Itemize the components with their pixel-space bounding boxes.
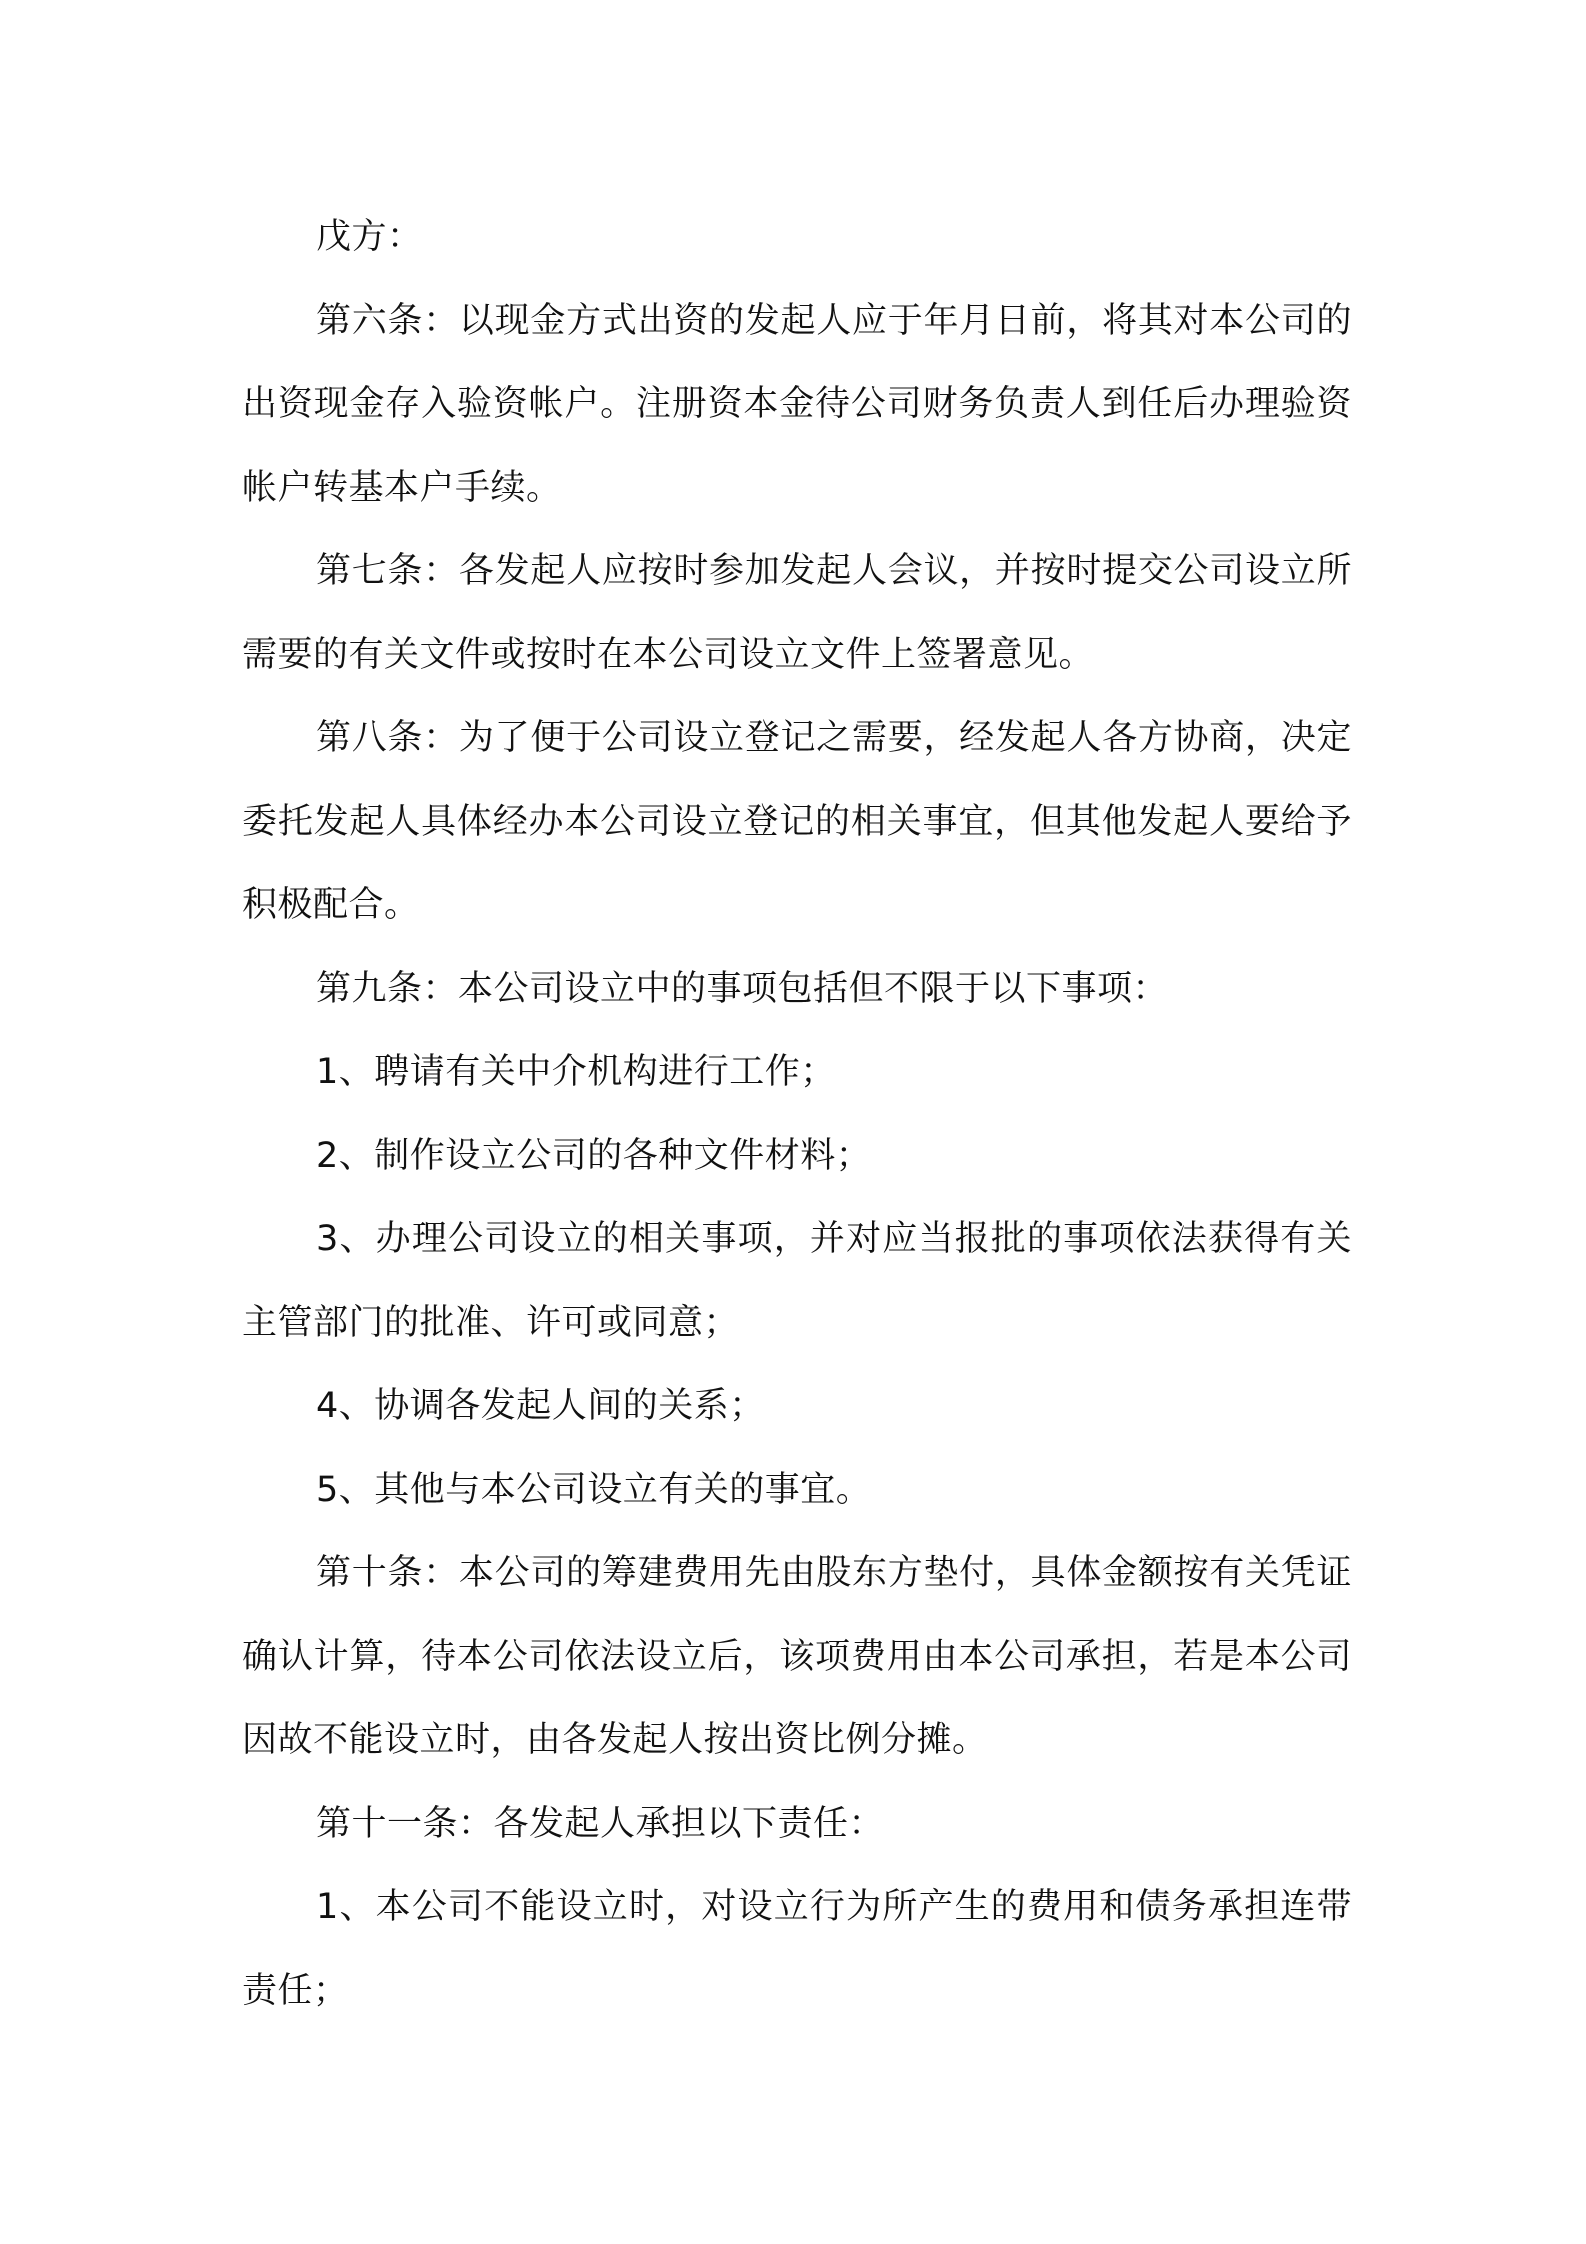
article-9-paragraph: 第九条：本公司设立中的事项包括但不限于以下事项： [316, 968, 1169, 1009]
article-11-item-1: 1、本公司不能设立时，对设立行为所产生的费用和债务承担连带责任； [242, 1887, 1352, 2011]
article-9-item-5: 5、其他与本公司设立有关的事宜。 [316, 1469, 872, 1510]
article-10-paragraph: 第十条：本公司的筹建费用先由股东方垫付，具体金额按有关凭证确认计算，待本公司依法设立后，该项费用由本公司承担，若是本公司因故不能设立时，由各发起人按出资比例分摊。 [242, 1553, 1352, 1760]
article-9-item-1: 1、聘请有关中介机构进行工作； [316, 1052, 836, 1092]
article-9-item-3: 3、办理公司设立的相关事项，并对应当报批的事项依法获得有关主管部门的批准、许可或同意； [242, 1219, 1352, 1343]
article-9-item-4: 4、协调各发起人间的关系； [316, 1386, 765, 1426]
document-page [242, 196, 1352, 2033]
article-7-paragraph: 第七条：各发起人应按时参加发起人会议，并按时提交公司设立所需要的有关文件或按时在本公司设立文件上签署意见。 [242, 551, 1352, 675]
article-9-item-2: 2、制作设立公司的各种文件材料； [316, 1135, 872, 1176]
party-wu-line: 戊方： [316, 217, 423, 257]
article-11-paragraph: 第十一条：各发起人承担以下责任： [316, 1803, 885, 1844]
article-6-paragraph: 第六条：以现金方式出资的发起人应于年月日前，将其对本公司的出资现金存入验资帐户。注册资本金待公司财务负责人到任后办理验资帐户转基本户手续。 [242, 300, 1352, 508]
article-8-paragraph: 第八条：为了便于公司设立登记之需要，经发起人各方协商，决定委托发起人具体经办本公司设立登记的相关事宜，但其他发起人要给予积极配合。 [242, 718, 1352, 925]
